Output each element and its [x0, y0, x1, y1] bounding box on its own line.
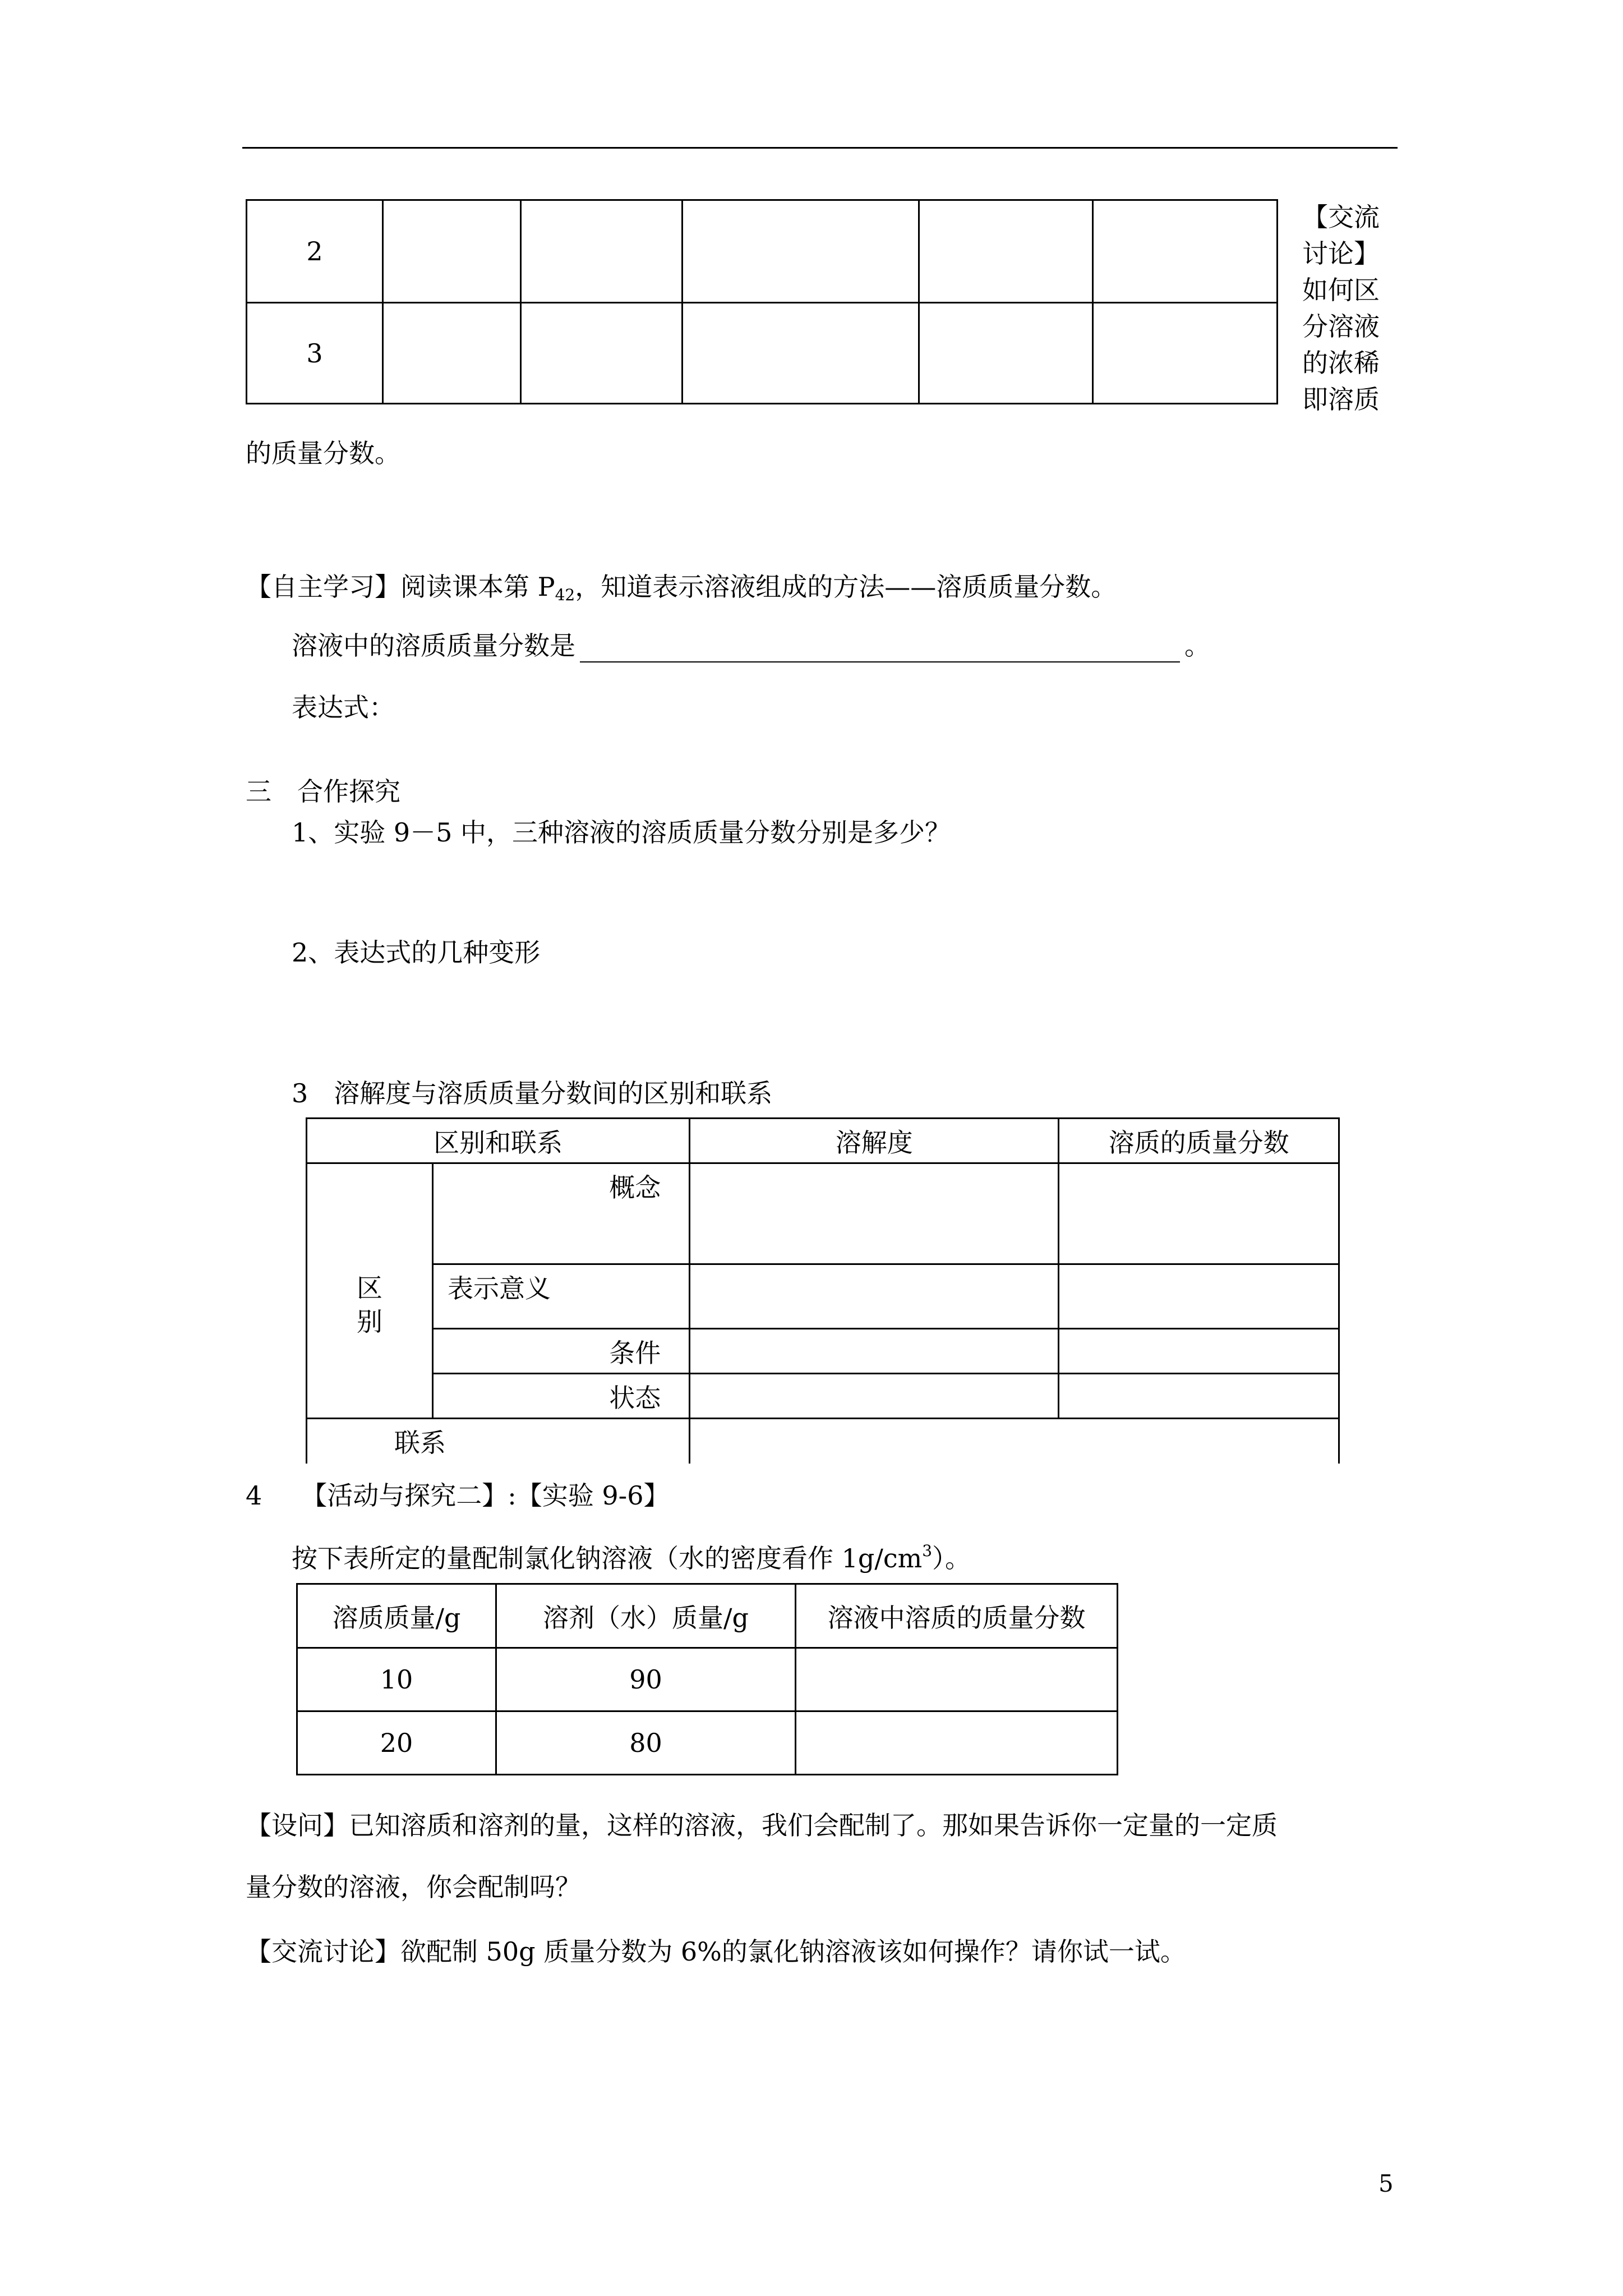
row-number: 3: [247, 303, 383, 404]
sidebar-discussion: 【交流 讨论】 如何区 分溶液 的浓稀 即溶质: [1302, 202, 1380, 415]
definition-blank[interactable]: [580, 636, 1180, 662]
question-2: 2、表达式的几种变形: [292, 937, 541, 968]
question-3: 3 溶解度与溶质质量分数间的区别和联系: [292, 1078, 773, 1108]
row-number: 2: [247, 200, 383, 303]
solute-mass: 10: [297, 1648, 496, 1711]
self-study-tag: 【自主学习】: [246, 572, 400, 602]
activity-instruction: 按下表所定的量配制氯化钠溶液（水的密度看作 $1g/cm^3$）。: [292, 1542, 971, 1573]
table-row: [307, 1163, 1339, 1264]
row-label: 状态: [433, 1374, 690, 1419]
table-row: [307, 1419, 1339, 1464]
question-line-2: 量分数的溶液，你会配制吗？: [246, 1872, 581, 1902]
table-row: [307, 1329, 1339, 1374]
table-row: [307, 1264, 1339, 1329]
activity-tag: 【活动与探究二】:【实验 9-6】: [301, 1480, 670, 1511]
table-row: [297, 1711, 1118, 1775]
table-header: 溶解度: [690, 1119, 1059, 1163]
table-header: 溶质的质量分数: [1059, 1119, 1339, 1163]
page-number: 5: [1378, 2170, 1394, 2197]
sidebar-discussion-continuation: 的质量分数。: [246, 438, 400, 468]
solvent-mass: 80: [496, 1711, 796, 1775]
table-row: [297, 1584, 1118, 1648]
section-heading: 三 合作探究: [246, 776, 400, 807]
table-header: 区别和联系: [307, 1119, 690, 1163]
nacl-table: [296, 1583, 1118, 1775]
solvent-mass: 90: [496, 1648, 796, 1711]
question-line-1: 【设问】已知溶质和溶剂的量，这样的溶液，我们会配制了。那如果告诉你一定量的一定质: [246, 1810, 1278, 1841]
top-table: [246, 199, 1278, 404]
table-row: [307, 1374, 1339, 1419]
compare-table: [306, 1117, 1340, 1464]
question-1: 1、实验 9－5 中，三种溶液的溶质质量分数分别是多少？: [292, 817, 951, 848]
definition-line: 溶液中的溶质质量分数是 。: [292, 625, 1210, 662]
row-label: 联系: [307, 1419, 690, 1464]
header-rule: [242, 147, 1398, 149]
activity-line: 4 【活动与探究二】:【实验 9-6】: [246, 1480, 670, 1511]
self-study-line: 【自主学习】阅读课本第 $P_{42}$，知道表示溶液组成的方法——溶质质量分数。: [246, 572, 1117, 604]
table-header: 溶液中溶质的质量分数: [796, 1584, 1118, 1648]
table-row: [247, 200, 1278, 303]
table-row: [247, 303, 1278, 404]
row-label: 概念: [433, 1163, 690, 1264]
table-row: [307, 1119, 1339, 1163]
row-label: 表示意义: [433, 1264, 690, 1329]
row-label: 条件: [433, 1329, 690, 1374]
table-row: [297, 1648, 1118, 1711]
table-header: 溶质质量/g: [297, 1584, 496, 1648]
diff-label: 区 别: [307, 1163, 433, 1419]
discussion-line: 【交流讨论】欲配制 50g 质量分数为 6%的氯化钠溶液该如何操作？请你试一试。: [246, 1936, 1186, 1967]
table-header: 溶剂（水）质量/g: [496, 1584, 796, 1648]
expression-label: 表达式：: [292, 692, 395, 723]
solute-mass: 20: [297, 1711, 496, 1775]
